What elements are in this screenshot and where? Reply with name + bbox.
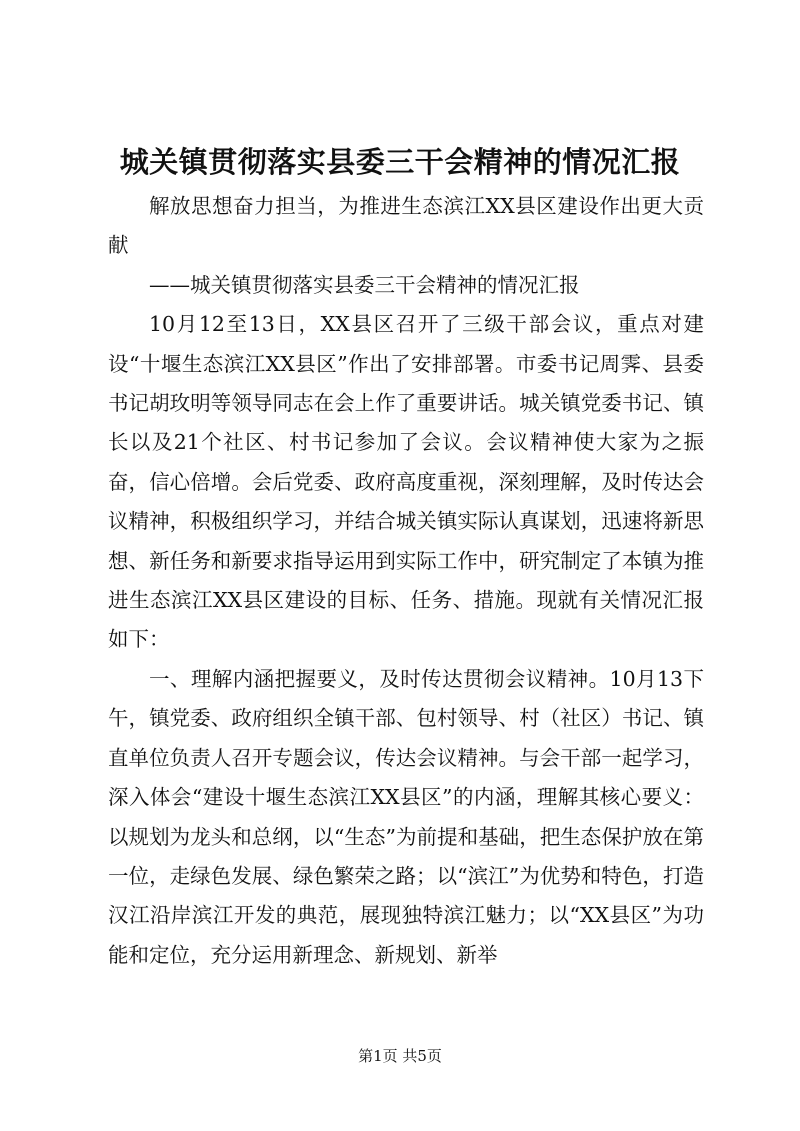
section-one-paragraph: 一、理解内涵把握要义，及时传达贯彻会议精神。10月13下午，镇党委、政府组织全镇干部、包村领导、村（社区）书记、镇直单位负责人召开专题会议，传达会议精神。与会干部一起学习，深入体会“建设十堰生态滨江XX县区”的内涵，理解其核心要义：以规划为龙头和总纲，以“生态”为前提和基础，把生态保护放在第一位，走绿色发展、绿色繁荣之路；以“滨江”为优势和特色，打造汉江沿岸滨江开发的典范，展现独特滨江魅力；以“XX县区”为功能和定位，充分运用新理念、新规划、新举 [108,666,704,967]
subtitle-dash-paragraph: ——城关镇贯彻落实县委三干会精神的情况汇报 [149,272,580,297]
document-title: 城关镇贯彻落实县委三干会精神的情况汇报 [119,145,681,179]
page-number-footer: 第1页 共5页 [358,1047,442,1065]
subtitle-paragraph: 解放思想奋力担当，为推进生态滨江XX县区建设作出更大贡献 [108,194,704,258]
intro-paragraph: 10月12至13日，XX县区召开了三级干部会议，重点对建设“十堰生态滨江XX县区”作出了安排部署。市委书记周霁、县委书记胡玫明等领导同志在会上作了重要讲话。城关镇党委书记、镇长以及21个社区、村书记参加了会议。会议精神使大家为之振奋，信心倍增。会后党委、政府高度重视，深刻理解，及时传达会议精神，积极组织学习，并结合城关镇实际认真谋划，迅速将新思想、新任务和新要求指导运用到实际工作中，研究制定了本镇为推进生态滨江XX县区建设的目标、任务、措施。现就有关情况汇报如下： [108,312,704,652]
document-body [108,187,704,975]
